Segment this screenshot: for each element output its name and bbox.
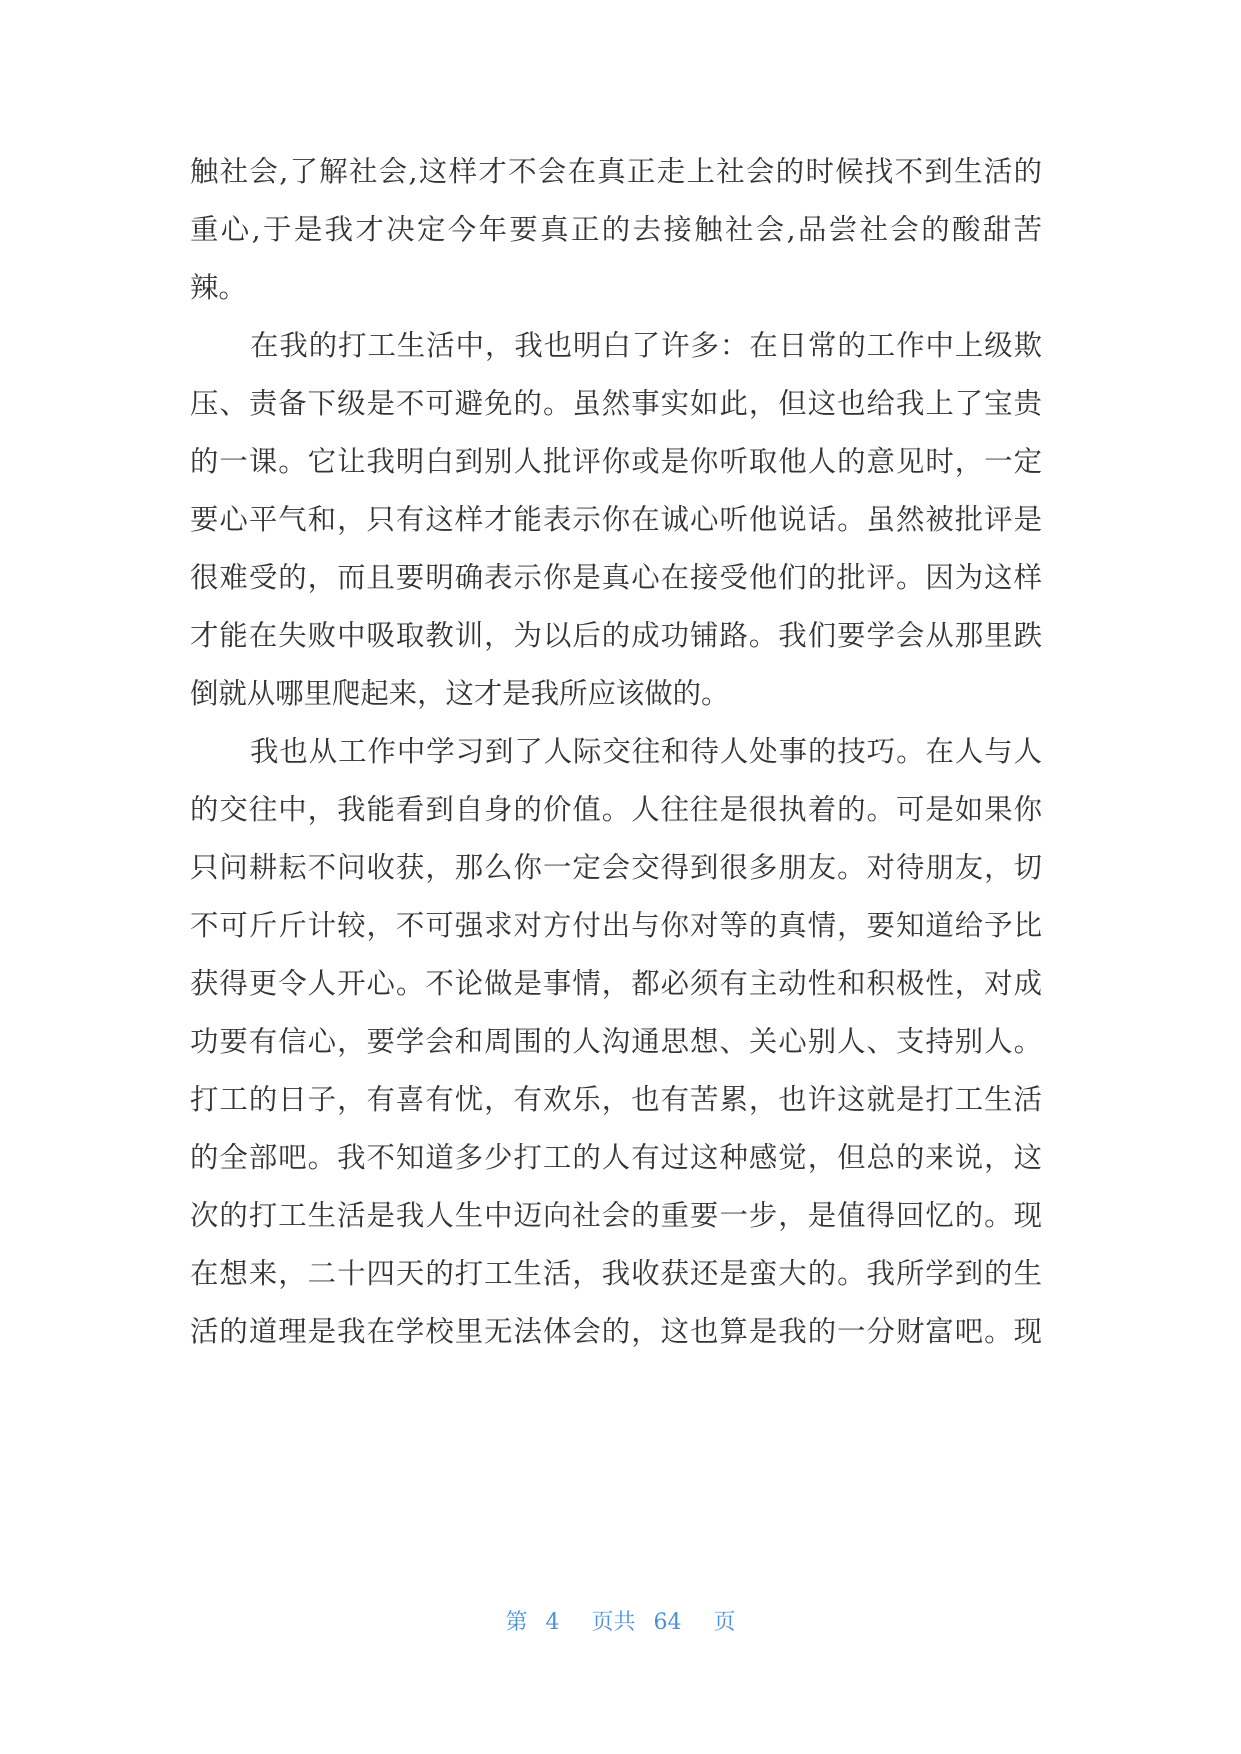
- text-line: 很难受的，而且要明确表示你是真心在接受他们的批评。因为这样: [190, 561, 1042, 594]
- text-line: 重心,于是我才决定今年要真正的去接触社会,品尝社会的酸甜苦: [190, 213, 1042, 246]
- text-line: 要心平气和，只有这样才能表示你在诚心听他说话。虽然被批评是: [190, 503, 1042, 536]
- text-line: 压、责备下级是不可避免的。虽然事实如此，但这也给我上了宝贵: [190, 387, 1042, 420]
- footer-prefix: 第: [505, 1610, 528, 1635]
- text-line: 只问耕耘不问收获，那么你一定会交得到很多朋友。对待朋友，切: [190, 851, 1042, 884]
- footer-current-page: 4: [545, 1610, 560, 1635]
- text-line: 功要有信心，要学会和周围的人沟通思想、关心别人、支持别人。: [190, 1025, 1042, 1058]
- footer-suffix: 页: [713, 1610, 736, 1635]
- text-line: 活的道理是我在学校里无法体会的，这也算是我的一分财富吧。现: [190, 1315, 1042, 1348]
- text-line: 的交往中，我能看到自身的价值。人往往是很执着的。可是如果你: [190, 793, 1042, 826]
- text-line: 获得更令人开心。不论做是事情，都必须有主动性和积极性，对成: [190, 967, 1042, 1000]
- page-footer: [0, 1608, 1241, 1638]
- text-line: 的全部吧。我不知道多少打工的人有过这种感觉，但总的来说，这: [190, 1141, 1042, 1174]
- text-line: 辣。: [190, 271, 247, 304]
- text-line: 触社会,了解社会,这样才不会在真正走上社会的时候找不到生活的: [190, 155, 1042, 188]
- footer-middle: 页共: [591, 1610, 636, 1635]
- text-line: 在想来，二十四天的打工生活，我收获还是蛮大的。我所学到的生: [190, 1257, 1042, 1290]
- text-line: 打工的日子，有喜有忧，有欢乐，也有苦累，也许这就是打工生活: [190, 1083, 1042, 1116]
- text-line: 在我的打工生活中，我也明白了许多：在日常的工作中上级欺: [250, 329, 1042, 362]
- text-line: 不可斤斤计较，不可强求对方付出与你对等的真情，要知道给予比: [190, 909, 1042, 942]
- text-line: 倒就从哪里爬起来，这才是我所应该做的。: [190, 677, 730, 710]
- text-line: 次的打工生活是我人生中迈向社会的重要一步，是值得回忆的。现: [190, 1199, 1042, 1232]
- text-line: 的一课。它让我明白到别人批评你或是你听取他人的意见时，一定: [190, 445, 1042, 478]
- footer-total-pages: 64: [653, 1610, 682, 1635]
- text-line: 我也从工作中学习到了人际交往和待人处事的技巧。在人与人: [250, 735, 1042, 768]
- text-line: 才能在失败中吸取教训，为以后的成功铺路。我们要学会从那里跌: [190, 619, 1042, 652]
